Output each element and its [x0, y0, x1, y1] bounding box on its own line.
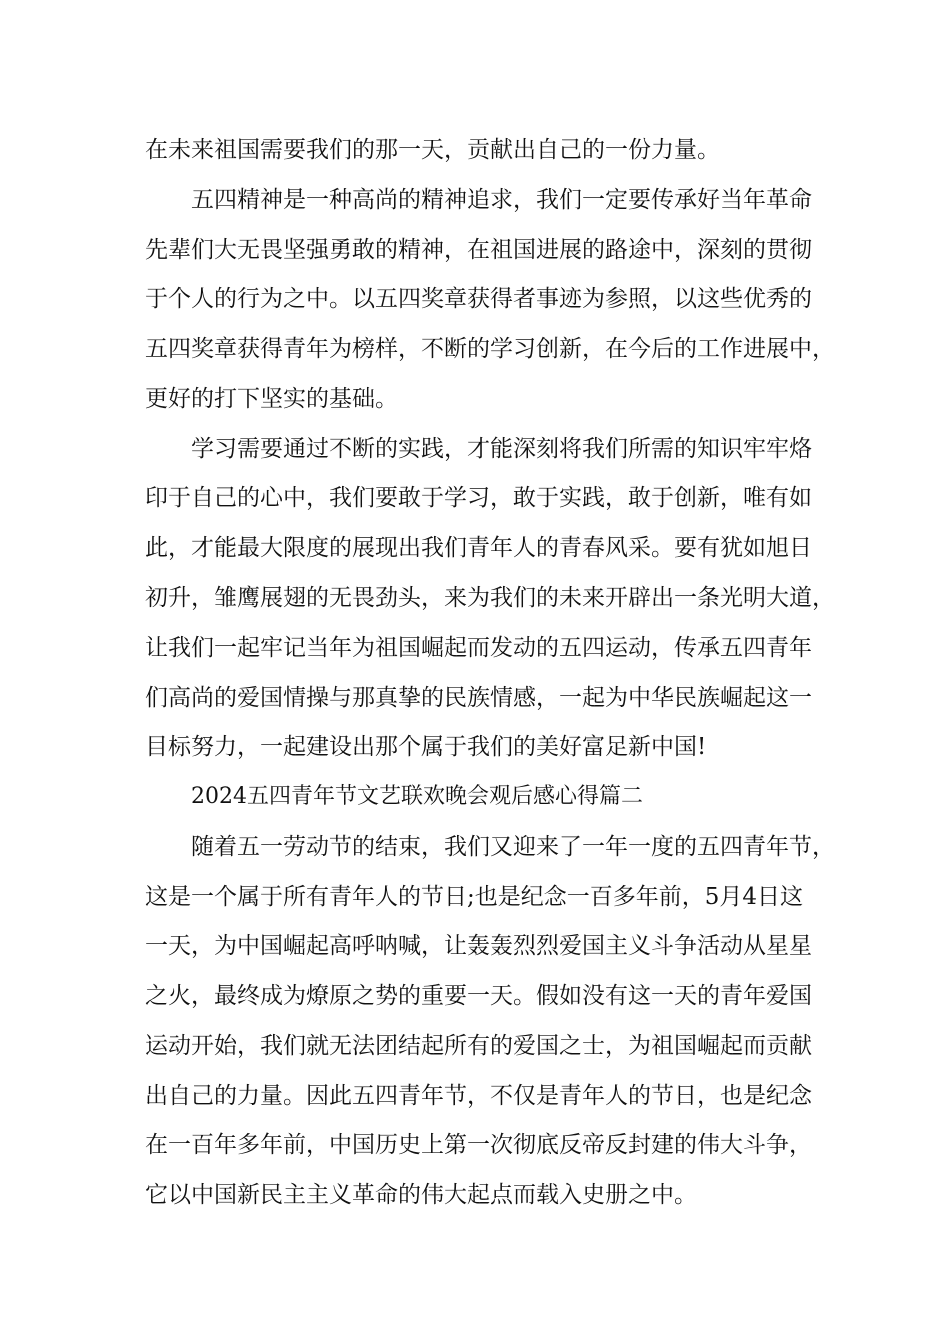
- text-line: 初升，雏鹰展翅的无畏劲头，来为我们的未来开辟出一条光明大道，: [145, 585, 835, 611]
- text-line: 先辈们大无畏坚强勇敢的精神，在祖国进展的路途中，深刻的贯彻: [145, 237, 812, 263]
- text-line: 在未来祖国需要我们的那一天，贡献出自己的一份力量。: [145, 137, 720, 163]
- text-line: 在一百年多年前，中国历史上第一次彻底反帝反封建的伟大斗争，: [145, 1132, 812, 1158]
- paragraph-first-line: 学习需要通过不断的实践，才能深刻将我们所需的知识牢牢烙: [191, 436, 812, 462]
- text-line: 目标努力，一起建设出那个属于我们的美好富足新中国!: [145, 734, 707, 760]
- text-line: 此，才能最大限度的展现出我们青年人的青春风采。要有犹如旭日: [145, 535, 812, 561]
- text-line: 五四奖章获得青年为榜样，不断的学习创新，在今后的工作进展中，: [145, 336, 835, 362]
- text-line: 一天，为中国崛起高呼呐喊，让轰轰烈烈爱国主义斗争活动从星星: [145, 933, 812, 959]
- text-line: 这是一个属于所有青年人的节日;也是纪念一百多年前，5月4日这: [145, 884, 804, 910]
- text-line: 于个人的行为之中。以五四奖章获得者事迹为参照，以这些优秀的: [145, 286, 812, 312]
- text-line: 印于自己的心中，我们要敢于学习，敢于实践，敢于创新，唯有如: [145, 485, 812, 511]
- text-line: 更好的打下坚实的基础。: [145, 386, 398, 412]
- text-line: 之火，最终成为燎原之势的重要一天。假如没有这一天的青年爱国: [145, 983, 812, 1009]
- text-line: 出自己的力量。因此五四青年节，不仅是青年人的节日，也是纪念: [145, 1083, 812, 1109]
- section-heading: 2024五四青年节文艺联欢晚会观后感心得篇二: [191, 784, 643, 809]
- text-line: 让我们一起牢记当年为祖国崛起而发动的五四运动，传承五四青年: [145, 635, 812, 661]
- text-line: 它以中国新民主主义革命的伟大起点而载入史册之中。: [145, 1182, 697, 1208]
- paragraph-first-line: 五四精神是一种高尚的精神追求，我们一定要传承好当年革命: [191, 187, 812, 213]
- paragraph-first-line: 随着五一劳动节的结束，我们又迎来了一年一度的五四青年节，: [191, 834, 835, 860]
- text-line: 运动开始，我们就无法团结起所有的爱国之士，为祖国崛起而贡献: [145, 1033, 812, 1059]
- text-line: 们高尚的爱国情操与那真挚的民族情感，一起为中华民族崛起这一: [145, 685, 812, 711]
